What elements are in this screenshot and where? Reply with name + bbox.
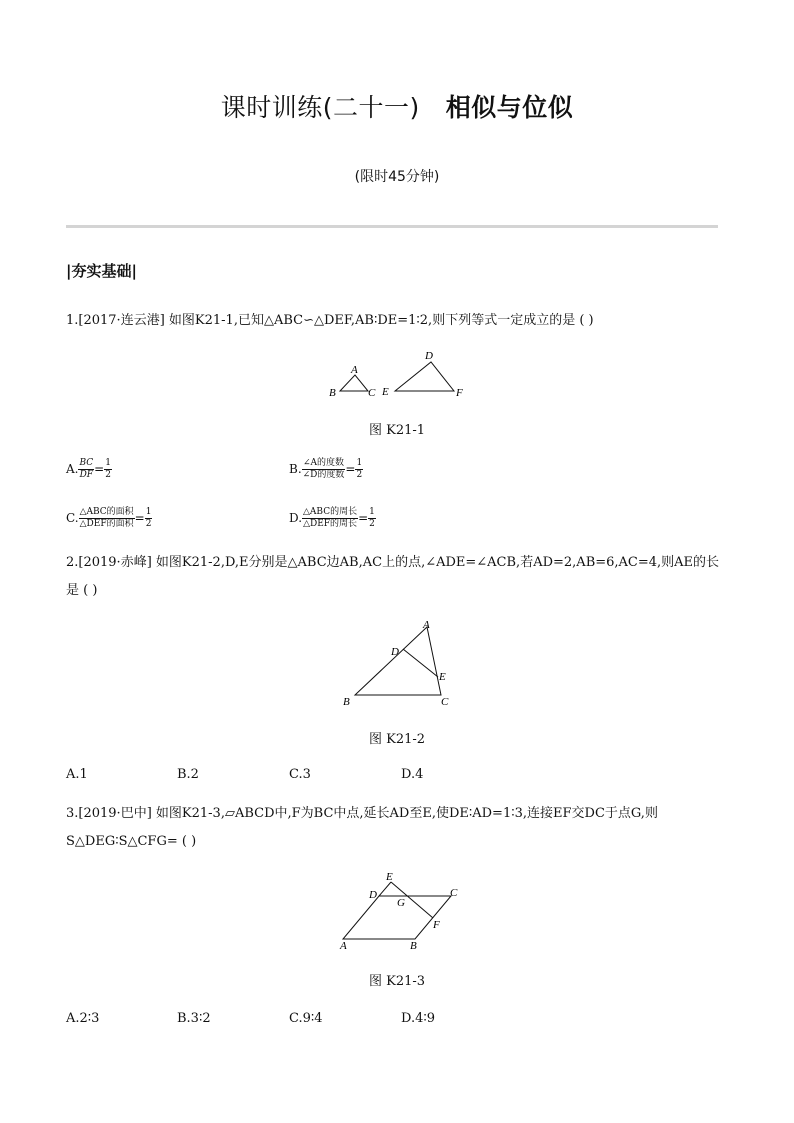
- q1-option-b[interactable]: B. $\frac{\text{∠A的度数}}{\text{∠D的度数}}$ = $\frac{1}{2}$: [289, 458, 363, 480]
- figure-k21-1: [320, 345, 480, 405]
- question-2-stem-line2: 是 ( ): [66, 583, 98, 598]
- title-topic: 相似与位似: [445, 93, 574, 122]
- label-B: B: [329, 387, 336, 399]
- label-A: A: [340, 940, 347, 950]
- page-title: [0, 88, 794, 124]
- divider: [66, 225, 718, 228]
- figure-k21-2: [335, 615, 465, 710]
- label-D: D: [369, 889, 377, 901]
- section-heading: |夯实基础|: [66, 262, 137, 280]
- label-F: F: [456, 387, 463, 399]
- q2-option-d[interactable]: D.4: [401, 767, 424, 782]
- label-C: C: [450, 887, 458, 899]
- label-E: E: [386, 871, 393, 883]
- label-C: C: [441, 696, 449, 708]
- label-A: A: [423, 619, 430, 631]
- label-F: F: [433, 919, 440, 931]
- q1-option-c[interactable]: C. $\frac{\text{△ABC的面积}}{\text{△DEF的面积}}$ = $\frac{1}{2}$: [66, 507, 152, 529]
- q3-option-c[interactable]: C.9∶4: [289, 1011, 323, 1026]
- label-B: B: [343, 696, 350, 708]
- time-limit: (限时45分钟): [354, 169, 440, 185]
- q2-option-b[interactable]: B.2: [177, 767, 199, 782]
- q2-option-c[interactable]: C.3: [289, 767, 311, 782]
- question-2-stem-line1: 2.[2019·赤峰] 如图K21-2,D,E分别是△ABC边AB,AC上的点,∠ADE=∠ACB,若AD=2,AB=6,AC=4,则AE的长: [66, 555, 720, 570]
- label-D: D: [425, 350, 433, 362]
- figure-k21-3: [330, 868, 470, 950]
- label-B: B: [410, 940, 417, 950]
- q1-option-d[interactable]: D. $\frac{\text{△ABC的周长}}{\text{△DEF的周长}}$ = $\frac{1}{2}$: [289, 507, 375, 529]
- q2-option-a[interactable]: A.1: [66, 767, 88, 782]
- label-E: E: [439, 671, 446, 683]
- figure-caption-3: 图 K21-3: [368, 974, 426, 989]
- q3-option-a[interactable]: A.2∶3: [66, 1011, 100, 1026]
- title-prefix: 课时训练(二十一): [220, 93, 420, 122]
- q3-option-b[interactable]: B.3∶2: [177, 1011, 211, 1026]
- question-1-stem: 1.[2017·连云港] 如图K21-1,已知△ABC∽△DEF,AB∶DE=1∶2,则下列等式一定成立的是 ( ): [66, 313, 594, 328]
- label-A: A: [351, 364, 358, 376]
- label-G: G: [397, 897, 405, 909]
- label-C: C: [368, 387, 376, 399]
- question-3-stem-line1: 3.[2019·巴中] 如图K21-3,▱ABCD中,F为BC中点,延长AD至E,使DE∶AD=1∶3,连接EF交DC于点G,则: [66, 806, 658, 821]
- label-D: D: [391, 646, 399, 658]
- label-E: E: [382, 386, 389, 398]
- q3-option-d[interactable]: D.4∶9: [401, 1011, 436, 1026]
- q1-option-a[interactable]: A. $\frac{BC}{DF}$ = $\frac{1}{2}$: [66, 458, 111, 480]
- figure-caption-2: 图 K21-2: [368, 732, 426, 747]
- figure-caption-1: 图 K21-1: [368, 423, 426, 438]
- question-3-stem-line2: S△DEG∶S△CFG= ( ): [66, 834, 197, 849]
